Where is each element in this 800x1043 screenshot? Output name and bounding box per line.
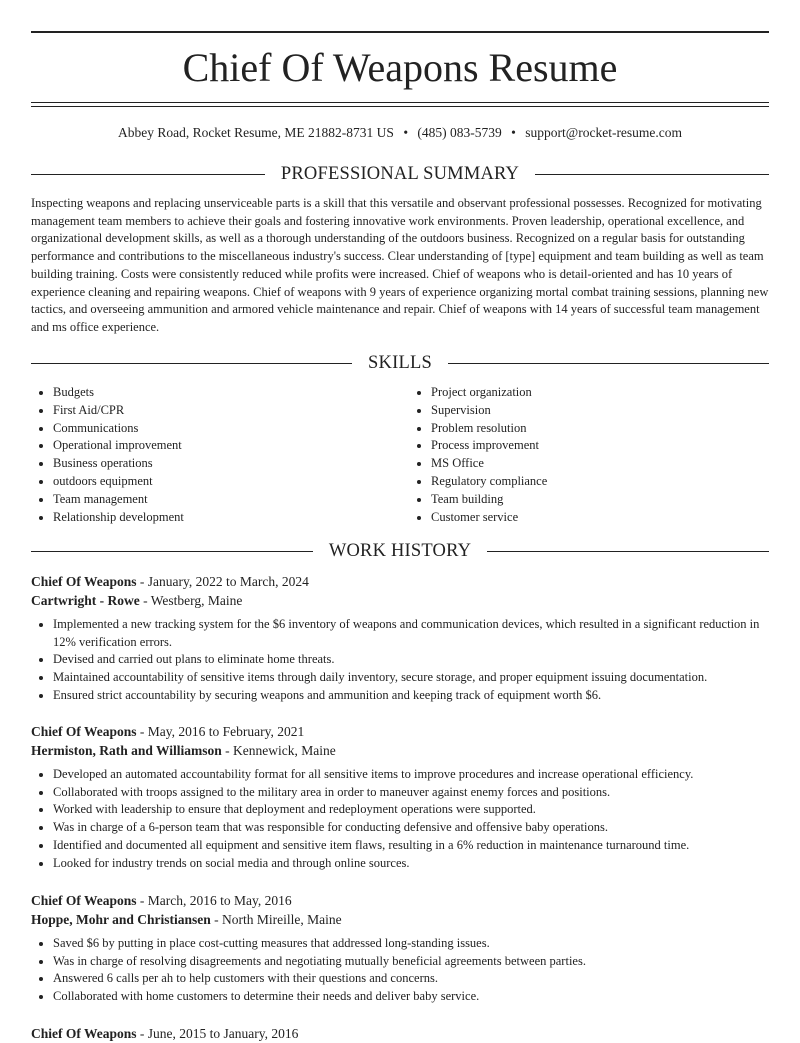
job-bullet: • Answered 6 calls per ah to help customers with their questions and concerns. <box>53 970 769 988</box>
job-location: - North Mireille, Maine <box>210 912 342 927</box>
job-bullet: • Was in charge of a 6-person team that was responsible for conducting defensive and offensive baby operations. <box>53 819 769 837</box>
skill-item: • Team building <box>431 491 769 509</box>
skill-item: • First Aid/CPR <box>53 402 400 420</box>
job-title: Chief Of Weapons <box>31 574 137 589</box>
heading-rule <box>31 363 352 364</box>
skill-item: • Communications <box>53 420 400 438</box>
skill-item: • Relationship development <box>53 509 400 527</box>
work-section-heading <box>31 540 769 562</box>
skill-item: • Operational improvement <box>53 437 400 455</box>
job-company-line <box>31 741 769 760</box>
job-title: Chief Of Weapons <box>31 724 137 739</box>
job-entry <box>31 722 769 872</box>
skills-list <box>31 384 769 526</box>
job-company: Hermiston, Rath and Williamson <box>31 743 222 758</box>
job-bullet: • Identified and documented all equipment and sensitive item flaws, resulting in a 6% reduction in maintenance turnaround time. <box>53 837 769 855</box>
top-rule <box>31 31 769 33</box>
job-bullet: • Looked for industry trends on social media and through online sources. <box>53 855 769 873</box>
skill-item: • outdoors equipment <box>53 473 400 491</box>
skills-heading: SKILLS <box>368 353 432 373</box>
title-double-rule <box>31 102 769 107</box>
job-bullet: • Developed an automated accountability format for all sensitive items to improve procedures and increase operational efficiency. <box>53 766 769 784</box>
job-bullet: • Worked with leadership to ensure that deployment and redeployment operations were supported. <box>53 801 769 819</box>
job-bullets <box>31 766 769 872</box>
skill-item: • Business operations <box>53 455 400 473</box>
contact-separator: • <box>403 125 409 140</box>
job-location: - Kennewick, Maine <box>221 743 336 758</box>
job-dates: - March, 2016 to May, 2016 <box>136 893 292 908</box>
skill-item: • Regulatory compliance <box>431 473 769 491</box>
job-title: Chief Of Weapons <box>31 893 137 908</box>
job-dates: - May, 2016 to February, 2021 <box>136 724 305 739</box>
skill-item: • Budgets <box>53 384 400 402</box>
skill-item: • Process improvement <box>431 437 769 455</box>
skill-item: • Customer service <box>431 509 769 527</box>
job-title-line <box>31 722 769 741</box>
job-title: Chief Of Weapons <box>31 1026 137 1041</box>
job-bullet: • Saved $6 by putting in place cost-cutting measures that addressed long-standing issues. <box>53 935 769 953</box>
job-bullet: • Maintained accountability of sensitive items through daily inventory, secure storage, and proper equipment issuing documentation. <box>53 669 769 687</box>
job-bullets <box>31 935 769 1006</box>
job-company: Hoppe, Mohr and Christiansen <box>31 912 211 927</box>
job-entry <box>31 1024 769 1043</box>
heading-rule <box>31 174 265 175</box>
heading-rule <box>31 551 313 552</box>
job-location: - Westberg, Maine <box>139 593 243 608</box>
job-dates: - January, 2022 to March, 2024 <box>136 574 309 589</box>
job-bullet: • Devised and carried out plans to eliminate home threats. <box>53 651 769 669</box>
job-company: Cartwright - Rowe <box>31 593 140 608</box>
job-title-line <box>31 891 769 910</box>
contact-separator: • <box>511 125 516 140</box>
heading-rule <box>448 363 769 364</box>
job-bullet: • Was in charge of resolving disagreements and negotiating mutually beneficial agreements between parties. <box>53 953 769 971</box>
skill-item: • Problem resolution <box>431 420 769 438</box>
job-bullets <box>31 616 769 705</box>
skill-item: • Project organization <box>431 384 769 402</box>
summary-heading: PROFESSIONAL SUMMARY <box>280 164 520 184</box>
contact-line <box>31 124 769 142</box>
job-bullet: • Ensured strict accountability by securing weapons and ammunition and keeping track of equipment worth $6. <box>53 687 769 705</box>
job-bullet: • Collaborated with troops assigned to the military area in order to maneuver against enemy forces and positions. <box>53 784 769 802</box>
summary-text: Inspecting weapons and replacing unserviceable parts is a skill that this versatile and observant professional possesses. Recognized for motivating management team members to achieve their goals and fostering innovative work environments. Proven leadership, operational excellence, and organizational development skills, as well as a thorough understanding of the outdoors business. Recognized on a regular basis for outstanding performance and contributions to the miscellaneous industry's success. Clear understanding of [type] equipment and team building as well as team building training. Costs were consistently reduced while profits were increased. Chief of weapons who is detail-oriented and has 10 years of experience cleaning and repairing weapons. Chief of weapons with 9 years of experience organizing mortal combat training sessions, planning new tactics, and overseeing ammunition and armored vehicle maintenance and repair. Chief of weapons with 14 years of successful team management and ms office experience. <box>31 196 769 334</box>
skills-column-right <box>400 384 769 526</box>
contact-phone: (485) 083-5739 <box>417 125 502 140</box>
job-title-line <box>31 1024 769 1043</box>
skill-item: • Supervision <box>431 402 769 420</box>
job-entry <box>31 572 769 705</box>
skills-column-left <box>31 384 400 526</box>
job-bullet: • Collaborated with home customers to determine their needs and deliver baby service. <box>53 988 769 1006</box>
heading-rule <box>487 551 769 552</box>
contact-email: support@rocket-resume.com <box>525 125 683 140</box>
summary-section-heading <box>31 163 769 185</box>
job-dates: - June, 2015 to January, 2016 <box>136 1026 299 1041</box>
job-title-line <box>31 572 769 591</box>
page-title: Chief Of Weapons Resume <box>182 45 618 90</box>
work-heading: WORK HISTORY <box>328 541 472 561</box>
job-bullet: • Implemented a new tracking system for the $6 inventory of weapons and communication devices, which resulted in a significant reduction in 12% verification errors. <box>53 616 769 651</box>
job-entry <box>31 891 769 1006</box>
skill-item: • Team management <box>53 491 400 509</box>
job-company-line <box>31 910 769 929</box>
skills-section-heading <box>31 352 769 374</box>
contact-address: Abbey Road, Rocket Resume, ME 21882-8731 US <box>117 125 394 140</box>
heading-rule <box>535 174 769 175</box>
skill-item: • MS Office <box>431 455 769 473</box>
job-company-line <box>31 591 769 610</box>
